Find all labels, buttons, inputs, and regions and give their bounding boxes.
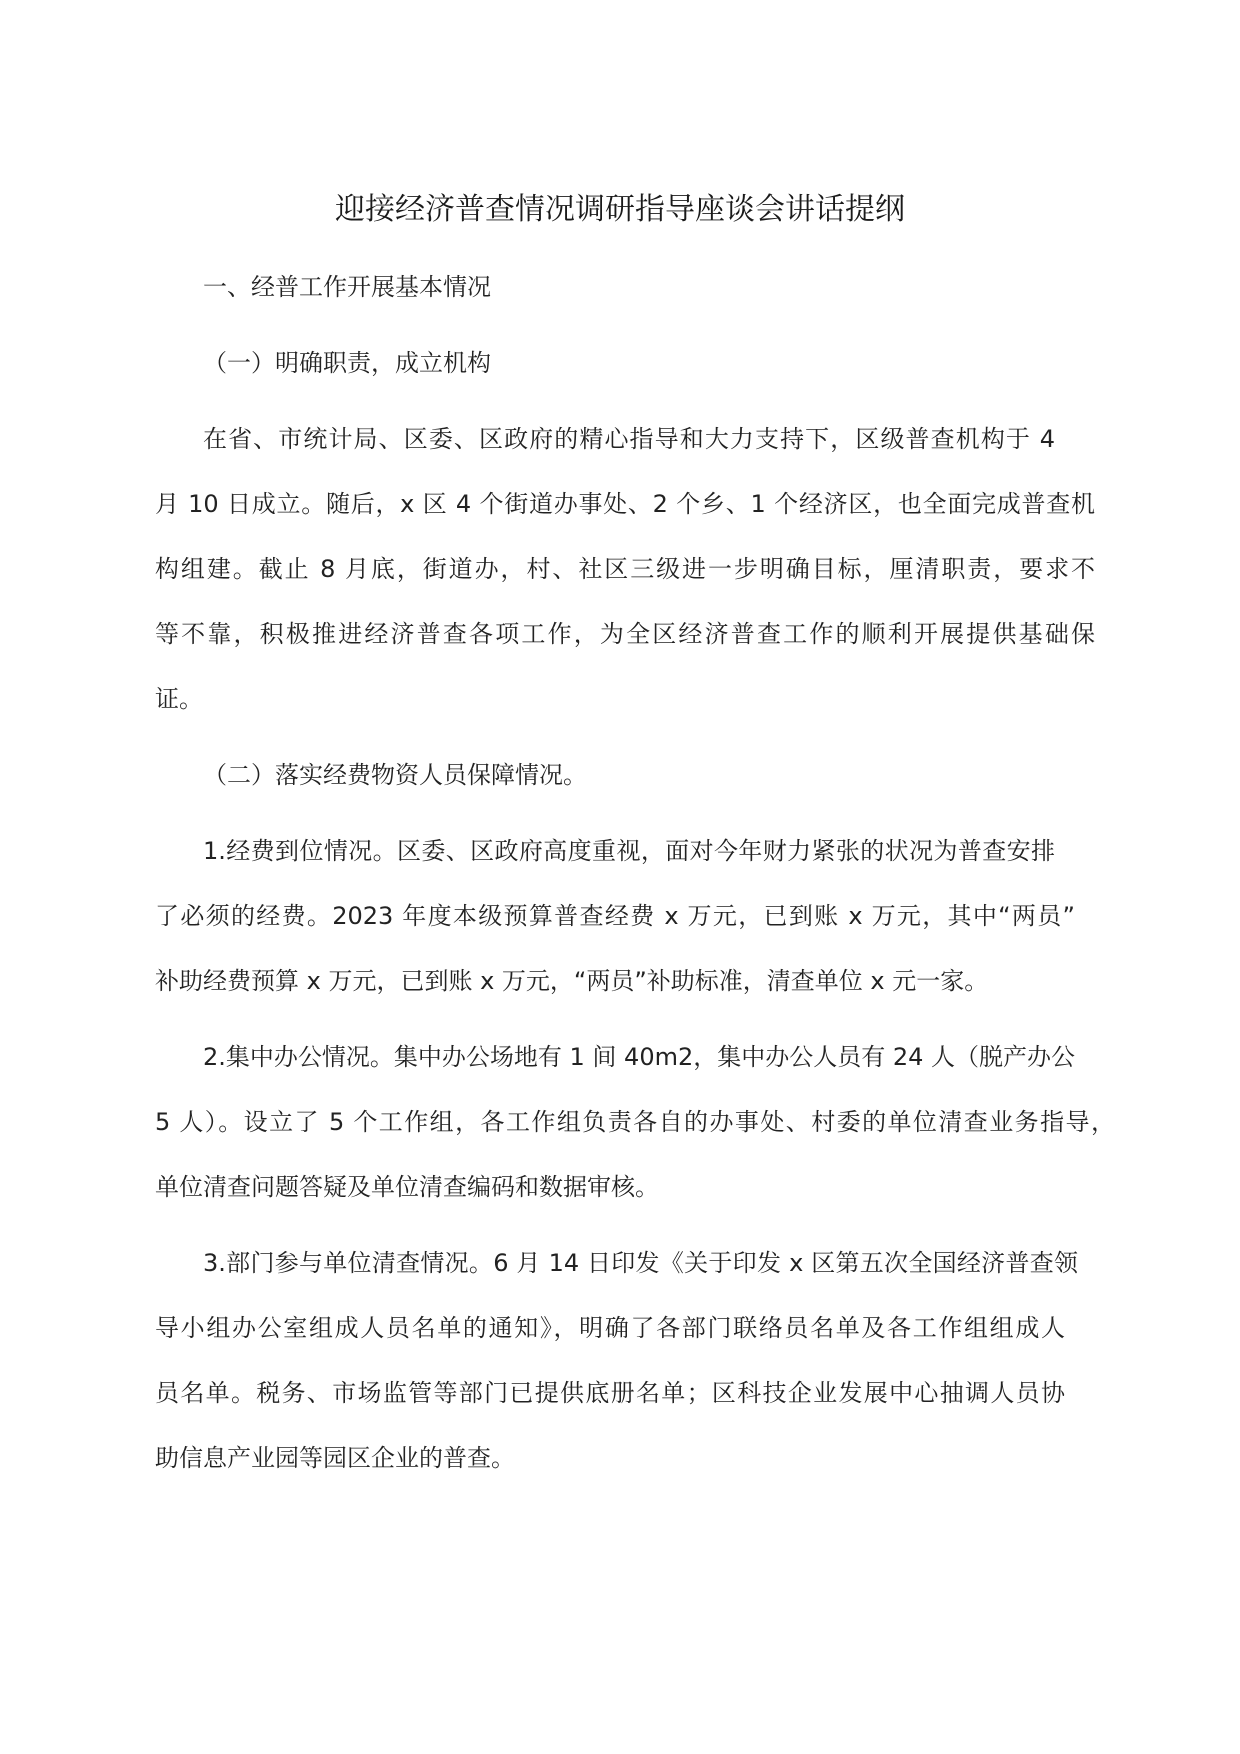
paragraph-4-line-1: 3.部门参与单位清查情况。6 月 14 日印发《关于印发 x 区第五次全国经济普查领 <box>203 1249 1078 1277</box>
paragraph-2-line-2: 了必须的经费。2023 年度本级预算普查经费 x 万元，已到账 x 万元，其中“两员” <box>155 902 1075 930</box>
paragraph-1-line-3: 构组建。截止 8 月底，街道办，村、社区三级进一步明确目标，厘清职责，要求不 <box>155 555 1095 583</box>
section-heading-1: 一、经普工作开展基本情况 <box>203 273 491 301</box>
paragraph-4-line-3: 员名单。税务、市场监管等部门已提供底册名单；区科技企业发展中心抽调人员协 <box>155 1379 1065 1407</box>
paragraph-1-line-4: 等不靠，积极推进经济普查各项工作，为全区经济普查工作的顺利开展提供基础保 <box>155 620 1095 648</box>
paragraph-3-line-3: 单位清查问题答疑及单位清查编码和数据审核。 <box>155 1173 659 1201</box>
paragraph-3-line-1: 2.集中办公情况。集中办公场地有 1 间 40m2，集中办公人员有 24 人（脱产办公 <box>203 1043 1076 1071</box>
paragraph-3-line-2: 5 人）。设立了 5 个工作组，各工作组负责各自的办事处、村委的单位清查业务指导， <box>155 1108 1115 1136</box>
paragraph-1-line-5: 证。 <box>155 685 203 713</box>
subsection-heading-2: （二）落实经费物资人员保障情况。 <box>203 761 587 789</box>
paragraph-1-line-1: 在省、市统计局、区委、区政府的精心指导和大力支持下，区级普查机构于 4 <box>203 425 1055 453</box>
paragraph-2-line-3: 补助经费预算 x 万元，已到账 x 万元，“两员”补助标准，清查单位 x 元一家。 <box>155 967 989 995</box>
document-title: 迎接经济普查情况调研指导座谈会讲话提纲 <box>335 192 905 227</box>
paragraph-4-line-2: 导小组办公室组成人员名单的通知》，明确了各部门联络员名单及各工作组组成人 <box>155 1314 1065 1342</box>
subsection-heading-1: （一）明确职责，成立机构 <box>203 349 491 377</box>
paragraph-2-line-1: 1.经费到位情况。区委、区政府高度重视，面对今年财力紧张的状况为普查安排 <box>203 837 1055 865</box>
paragraph-1-line-2: 月 10 日成立。随后，x 区 4 个街道办事处、2 个乡、1 个经济区，也全面完成普查机 <box>155 490 1095 518</box>
paragraph-4-line-4: 助信息产业园等园区企业的普查。 <box>155 1444 515 1472</box>
